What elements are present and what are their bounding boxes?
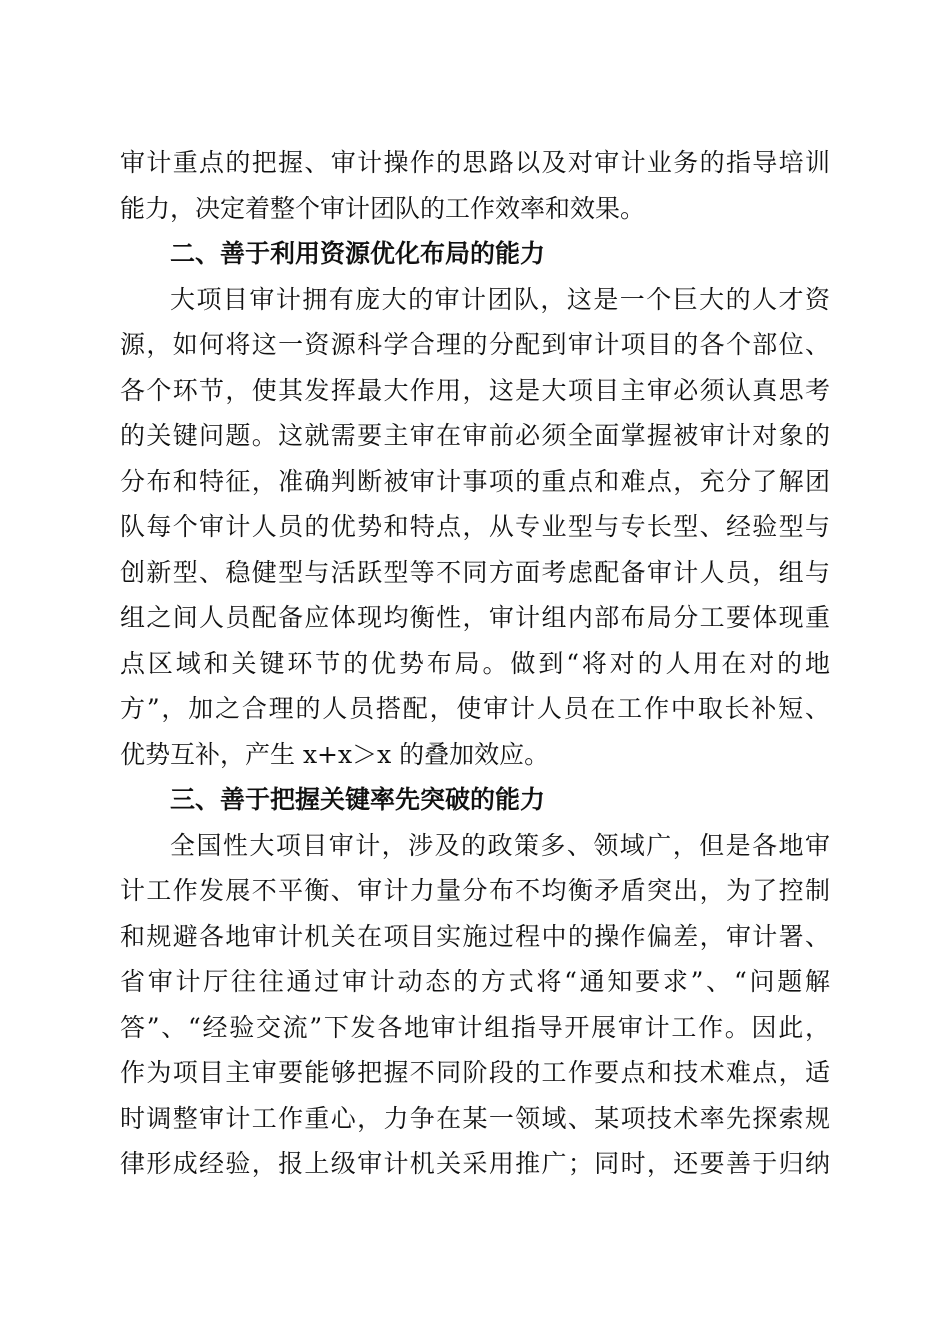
section-heading: 二、善于利用资源优化布局的能力 [170,239,546,268]
body-text-line: 队每个审计人员的优势和特点，从专业型与专长型、经验型与 [120,512,830,541]
body-text-line: 源，如何将这一资源科学合理的分配到审计项目的各个部位、 [120,330,830,359]
body-text-line: 点区域和关键环节的优势布局。做到“将对的人用在对的地 [120,649,830,678]
section-heading: 三、善于把握关键率先突破的能力 [170,785,546,814]
body-text-line: 计工作发展不平衡、审计力量分布不均衡矛盾突出，为了控制 [120,876,830,905]
body-text-line: 分布和特征，准确判断被审计事项的重点和难点，充分了解团 [120,467,830,496]
body-text-line: 创新型、稳健型与活跃型等不同方面考虑配备审计人员，组与 [120,558,830,587]
body-text-line: 省审计厅往往通过审计动态的方式将“通知要求”、“问题解 [120,967,830,996]
body-text-line: 的关键问题。这就需要主审在审前必须全面掌握被审计对象的 [120,421,830,450]
body-text-line: 审计重点的把握、审计操作的思路以及对审计业务的指导培训 [120,148,830,177]
body-text-line: 和规避各地审计机关在项目实施过程中的操作偏差，审计署、 [120,922,830,951]
body-text-line: 组之间人员配备应体现均衡性，审计组内部布局分工要体现重 [120,603,830,632]
body-text-line: 时调整审计工作重心，力争在某一领域、某项技术率先探索规 [120,1104,830,1133]
body-text-line: 大项目审计拥有庞大的审计团队，这是一个巨大的人才资 [170,285,830,314]
body-text-line: 优势互补，产生 x+x＞x 的叠加效应。 [120,740,550,769]
body-text-line: 能力，决定着整个审计团队的工作效率和效果。 [120,194,646,223]
body-text-line: 作为项目主审要能够把握不同阶段的工作要点和技术难点，适 [120,1058,830,1087]
body-text-line: 方”，加之合理的人员搭配，使审计人员在工作中取长补短、 [120,694,830,723]
body-text-line: 各个环节，使其发挥最大作用，这是大项目主审必须认真思考 [120,376,830,405]
body-text-line: 全国性大项目审计，涉及的政策多、领域广，但是各地审 [170,831,830,860]
body-text-line: 律形成经验，报上级审计机关采用推广；同时，还要善于归纳 [120,1149,830,1178]
body-text-line: 答”、“经验交流”下发各地审计组指导开展审计工作。因此， [120,1013,830,1042]
